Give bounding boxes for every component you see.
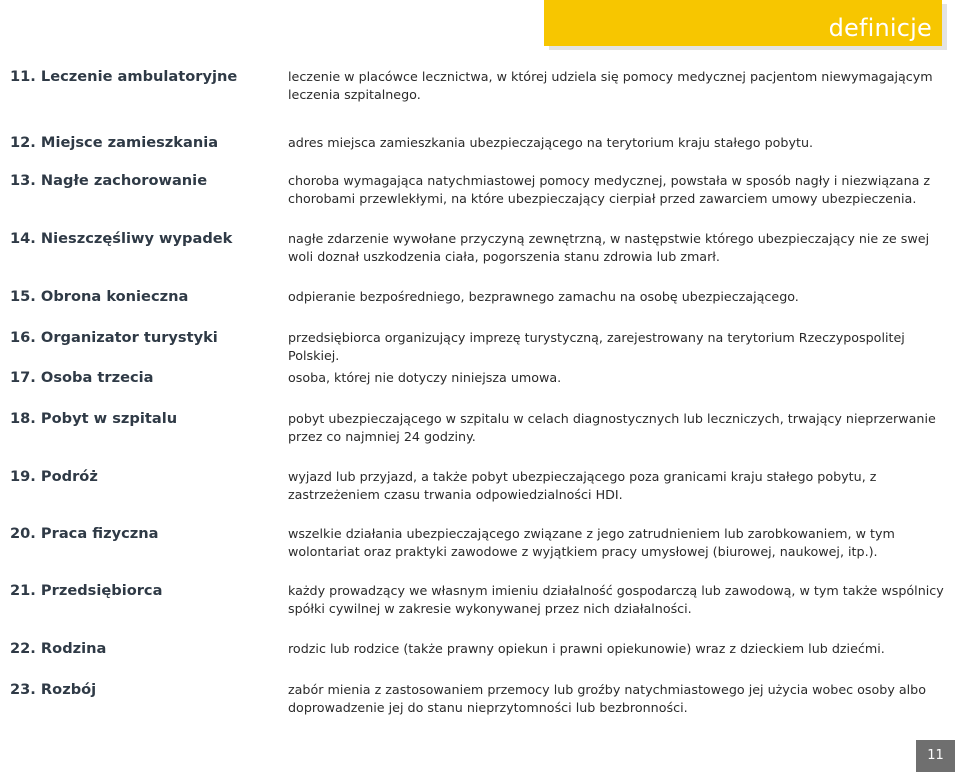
definition-term: 11. Leczenie ambulatoryjne bbox=[10, 68, 238, 85]
definition-text: odpieranie bezpośredniego, bezprawnego zamachu na osobę ubezpieczającego. bbox=[288, 289, 799, 304]
definition-text: wszelkie działania ubezpieczającego związane z jego zatrudnieniem lub zarobkowaniem, w tym wolontariat oraz praktyki zawodowe z wyjątkiem pracy umysłowej (biurowej, naukowej, itp.). bbox=[288, 526, 895, 559]
definition-text: przedsiębiorca organizujący imprezę turystyczną, zarejestrowany na terytorium Rzeczypospolitej Polskiej. bbox=[288, 330, 905, 363]
definition-text: rodzic lub rodzice (także prawny opiekun i prawni opiekunowie) wraz z dzieckiem lub dziećmi. bbox=[288, 641, 885, 656]
section-title: definicje bbox=[828, 14, 932, 42]
definition-text: pobyt ubezpieczającego w szpitalu w celach diagnostycznych lub leczniczych, trwający nieprzerwanie przez co najmniej 24 godziny. bbox=[288, 411, 936, 444]
definition-term: 23. Rozbój bbox=[10, 681, 97, 698]
definition-term: 22. Rodzina bbox=[10, 640, 107, 657]
definition-term: 14. Nieszczęśliwy wypadek bbox=[10, 230, 233, 247]
definition-term: 13. Nagłe zachorowanie bbox=[10, 172, 208, 189]
definition-text: leczenie w placówce lecznictwa, w której udziela się pomocy medycznej pacjentom niewymagającym leczenia szpitalnego. bbox=[288, 69, 933, 102]
definition-term: 12. Miejsce zamieszkania bbox=[10, 134, 219, 151]
definition-term: 16. Organizator turystyki bbox=[10, 329, 218, 346]
definition-text: choroba wymagająca natychmiastowej pomocy medycznej, powstała w sposób nagły i niezwiązana z chorobami przewlekłymi, na które ubezpieczający cierpiał przed zawarciem umowy ubezpieczenia. bbox=[288, 173, 931, 206]
section-header-tab bbox=[544, 0, 942, 46]
definition-term: 21. Przedsiębiorca bbox=[10, 582, 163, 599]
definition-text: nagłe zdarzenie wywołane przyczyną zewnętrzną, w następstwie którego ubezpieczający nie ze swej woli doznał uszkodzenia ciała, pogorszenia stanu zdrowia lub zmarł. bbox=[288, 231, 930, 264]
definition-text: osoba, której nie dotyczy niniejsza umowa. bbox=[288, 370, 562, 385]
definition-term: 15. Obrona konieczna bbox=[10, 288, 189, 305]
definition-text: zabór mienia z zastosowaniem przemocy lub groźby natychmiastowego jej użycia wobec osoby albo doprowadzenie jej do stanu nieprzytomności lub bezbronności. bbox=[288, 682, 926, 715]
definition-term: 20. Praca fizyczna bbox=[10, 525, 159, 542]
definition-term: 18. Pobyt w szpitalu bbox=[10, 410, 178, 427]
page-number: 11 bbox=[916, 740, 955, 772]
definition-text: każdy prowadzący we własnym imieniu działalność gospodarczą lub zawodową, w tym także wspólnicy spółki cywilnej w zakresie wykonywanej przez nich działalności. bbox=[288, 583, 944, 616]
definition-term: 19. Podróż bbox=[10, 468, 98, 485]
definition-text: wyjazd lub przyjazd, a także pobyt ubezpieczającego poza granicami kraju stałego pobytu, z zastrzeżeniem czasu trwania odpowiedzialności HDI. bbox=[288, 469, 877, 502]
definition-term: 17. Osoba trzecia bbox=[10, 369, 154, 386]
definition-text: adres miejsca zamieszkania ubezpieczającego na terytorium kraju stałego pobytu. bbox=[288, 135, 814, 150]
